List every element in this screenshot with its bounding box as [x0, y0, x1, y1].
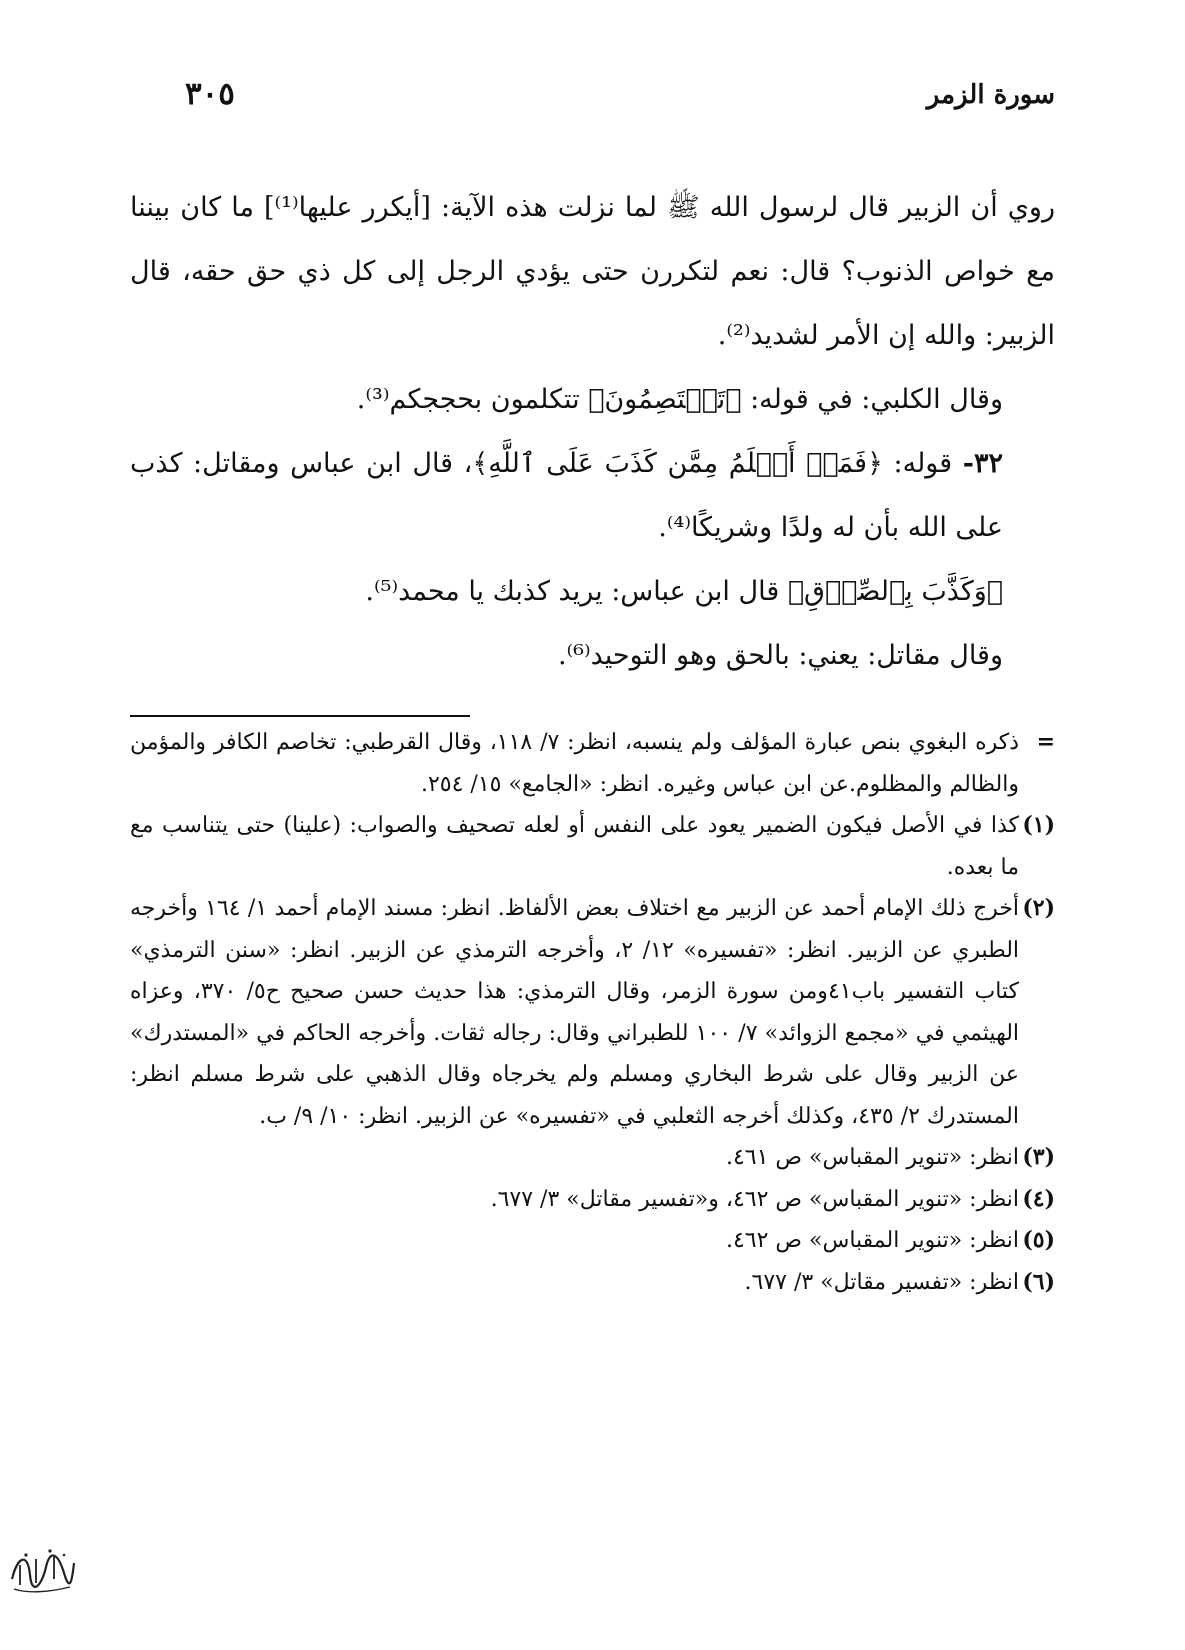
footnote-6 [130, 1262, 1055, 1304]
footnote-text: ذكره البغوي بنص عبارة المؤلف ولم ينسبه، انظر: ٧/ ١١٨، وقال القرطبي: تخاصم الكافر والمؤمن والظالم والمظلوم.عن ابن عباس وغيره. انظر: «الجامع» ١٥/ ٢٥٤. [130, 730, 1019, 797]
footnote-text: انظر: «تنوير المقباس» ص ٤٦١. [725, 1145, 1019, 1170]
footnote-marker: = [1036, 729, 1055, 755]
footnote-marker: (١) [1022, 812, 1055, 838]
paragraph-muqatil: وقال مقاتل: يعني: بالحق وهو التوحيد⁽⁶⁾. [557, 640, 1003, 671]
surah-title: سورة الزمر [926, 80, 1055, 110]
footnote-2 [130, 888, 1055, 1137]
footnote-3 [130, 1137, 1055, 1179]
footnote-1 [130, 805, 1055, 888]
main-text [130, 176, 1055, 688]
footnote-marker: (٦) [1022, 1268, 1055, 1295]
footnote-text: انظر: «تفسير مقاتل» ٣/ ٦٧٧. [744, 1269, 1019, 1295]
paragraph-verse-32 [130, 432, 1055, 560]
footnote-5 [130, 1220, 1055, 1262]
footnotes [130, 722, 1055, 1303]
footnote-marker: (٣) [1022, 1144, 1055, 1170]
footnote-marker: (٥) [1022, 1227, 1055, 1253]
page-header [185, 76, 1055, 128]
footnote-text: انظر: «تنوير المقباس» ص ٤٦٢. [725, 1228, 1019, 1253]
footnote-4 [130, 1179, 1055, 1221]
paragraph-truth: ﴿وَكَذَّبَ بِٱلصِّدۡقِ﴾ قال ابن عباس: يريد كذبك يا محمد⁽⁵⁾. [365, 576, 1003, 607]
library-stamp-logo [6, 1545, 78, 1597]
footnote-text: أخرج ذلك الإمام أحمد عن الزبير مع اختلاف بعض الألفاظ. انظر: مسند الإمام أحمد ١/ ١٦٤ وأخرجه الطبري عن الزبير. انظر: «تفسيره» ١٢/ ٢، وأخرجه الترمذي عن الزبير. انظر: «سنن الترمذي» كتاب التفسير باب٤١ومن سورة الزمر، وقال الترمذي: هذا حديث حسن صحيح ح٥/ ٣٧٠، وعزاه الهيثمي في «مجمع الزوائد» ٧/ ١٠٠ للطبراني وقال: رجاله ثقات. وأخرجه الحاكم في «المستدرك» عن الزبير وقال على شرط البخاري ومسلم ولم يخرجاه وقال الذهبي على شرط مسلم انظر: المستدرك ٢/ ٤٣٥، وكذلك أخرجه الثعلبي في «تفسيره» عن الزبير. انظر: ١٠/ ٩/ ب. [130, 896, 1020, 1129]
footnote-text: انظر: «تنوير المقباس» ص ٤٦٢، و«تفسير مقاتل» ٣/ ٦٧٧. [490, 1186, 1019, 1212]
footnote-marker: (٤) [1022, 1185, 1055, 1212]
paragraph-zubair-hadith: روي أن الزبير قال لرسول الله ﷺ لما نزلت هذه الآية: [أيكرر عليها⁽¹⁾] ما كان بيننا مع خواص الذنوب؟ قال: نعم لتكررن حتى يؤدي الرجل إلى كل ذي حق حقه، قال الزبير: والله إن الأمر لشديد⁽²⁾. [130, 192, 1055, 351]
footnote-divider [130, 715, 470, 717]
footnote-text: كذا في الأصل فيكون الضمير يعود على النفس أو لعله تصحيف والصواب: (علينا) حتى يتناسب مع ما بعده. [130, 813, 1019, 880]
paragraph-kalbi: وقال الكلبي: في قوله: ﴿تَخۡتَصِمُونَ﴾ تتكلمون بحججكم⁽³⁾. [356, 384, 1003, 415]
footnote-continuation [130, 722, 1055, 805]
verse-32-text: قوله: ﴿فَمَنۡ أَظۡلَمُ مِمَّن كَذَبَ عَلَى ٱللَّهِ﴾، قال ابن عباس ومقاتل: كذب على الله بأن له ولدًا وشريكًا⁽⁴⁾. [130, 448, 1003, 543]
footnote-marker: (٢) [1022, 895, 1055, 921]
verse-number: ٣٢- [962, 448, 1003, 479]
page-number: ٣٠٥ [185, 76, 235, 112]
